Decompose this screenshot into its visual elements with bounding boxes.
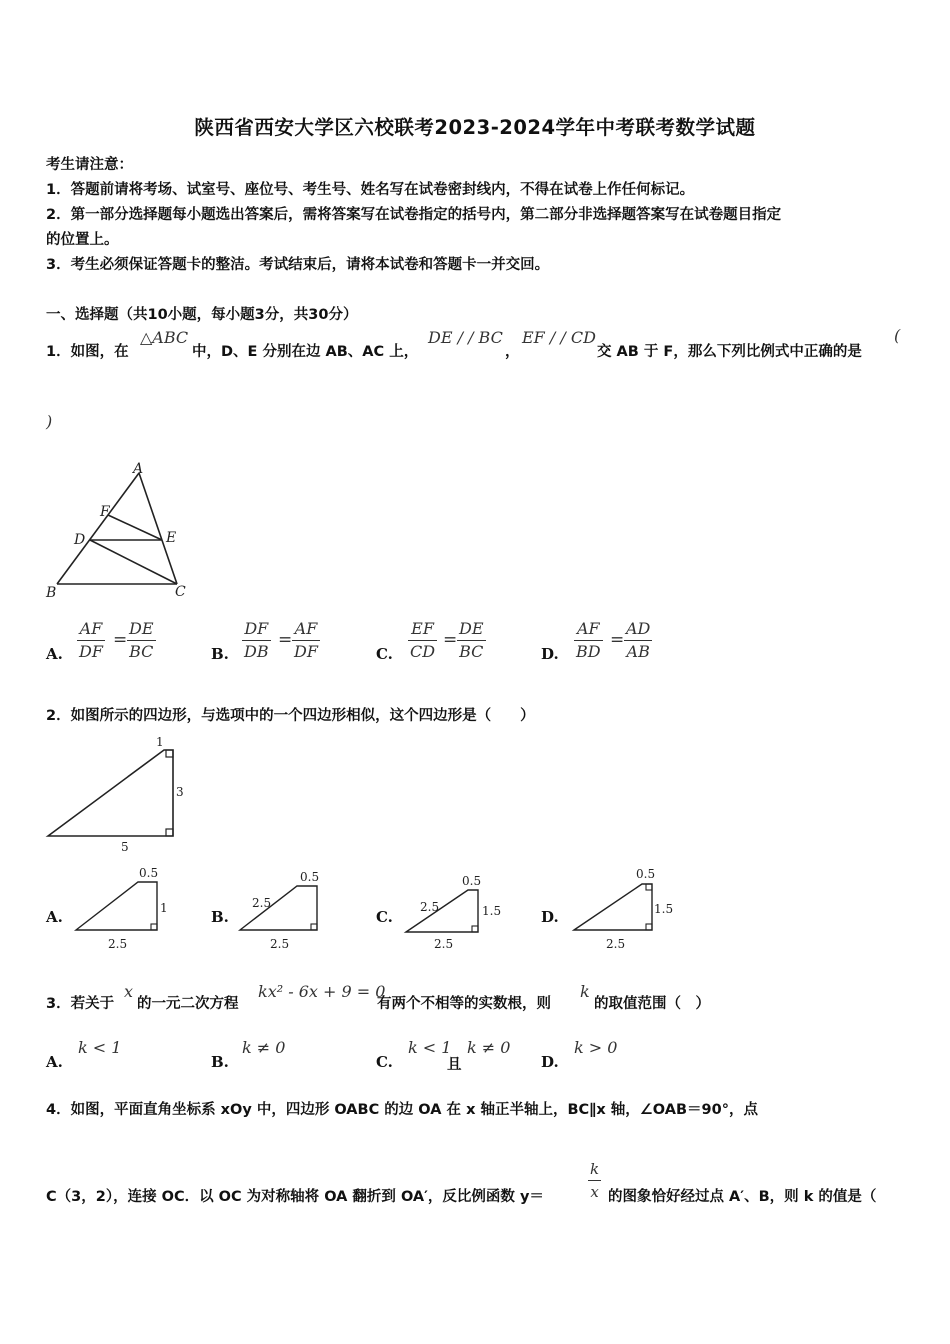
label-f: F <box>100 504 110 520</box>
notice-heading: 考生请注意： <box>46 157 133 173</box>
numerator: DF <box>242 618 271 641</box>
denominator: BC <box>459 642 484 661</box>
denominator: BD <box>576 642 601 661</box>
equals-sign: = <box>278 630 293 650</box>
label-right: 1 <box>160 901 168 915</box>
q3-option-c-text-2: k ≠ 0 <box>467 1038 511 1057</box>
denominator: AB <box>626 642 650 661</box>
numerator: DE <box>457 618 486 641</box>
numerator: AF <box>574 618 603 641</box>
q3-option-d-label: D. <box>541 1053 559 1071</box>
label-right: 1.5 <box>654 902 674 916</box>
q3-option-b-text: k ≠ 0 <box>242 1038 286 1057</box>
numerator: AF <box>77 618 105 641</box>
quadrilateral-shape <box>48 750 173 836</box>
q3-option-c-text: k < 1 <box>408 1038 452 1057</box>
equals-sign: = <box>113 630 128 650</box>
section-heading: 一、选择题（共10小题，每小题3分，共30分） <box>46 307 358 323</box>
q1-condition-2: EF / / CD <box>522 328 596 347</box>
segment-ab <box>57 473 139 584</box>
right-angle-mark <box>646 884 652 890</box>
q4-fraction <box>588 1158 601 1203</box>
label-slant: 2.5 <box>420 900 440 914</box>
option-shape <box>68 862 178 952</box>
label-top: 0.5 <box>139 866 159 880</box>
fraction <box>242 618 271 663</box>
fraction <box>77 618 105 663</box>
q1-option-d-label: D. <box>541 645 559 663</box>
equals-sign: = <box>443 630 458 650</box>
q1-option-b-label: B. <box>211 645 229 663</box>
q1-comma: ， <box>505 344 520 360</box>
denominator: DF <box>294 642 318 661</box>
q3-option-c-joiner: 且 <box>447 1057 462 1073</box>
fraction <box>574 618 603 663</box>
q3-variable-k: k <box>580 982 590 1001</box>
label-bottom: 2.5 <box>270 937 290 951</box>
label-bottom: 2.5 <box>434 937 454 951</box>
q2-main-quadrilateral <box>40 730 200 855</box>
denominator: x <box>590 1183 599 1201</box>
q4-line-2-suffix: 的图象恰好经过点 A′、B，则 k 的值是（ <box>608 1189 877 1205</box>
label-c: C <box>175 584 186 600</box>
q3-mid-text-2: 有两个不相等的实数根，则 <box>377 996 551 1012</box>
q1-option-c-label: C. <box>376 645 393 663</box>
q3-option-a-label: A. <box>46 1053 63 1071</box>
label-bottom: 2.5 <box>606 937 626 951</box>
notice-item-2-line-2: 的位置上。 <box>46 232 119 248</box>
q1-option-a-label: A. <box>46 645 63 663</box>
notice-item-3: 3．考生必须保证答题卡的整洁。考试结束后，请将本试卷和答题卡一并交回。 <box>46 257 550 273</box>
label-bottom: 2.5 <box>108 937 128 951</box>
q2-text: 2．如图所示的四边形，与选项中的一个四边形相似，这个四边形是（ ） <box>46 708 535 724</box>
right-angle-mark <box>166 829 173 836</box>
q2-option-c-label: C. <box>376 908 393 926</box>
q3-prefix: 3．若关于 <box>46 996 115 1012</box>
fraction <box>624 618 652 663</box>
label-right: 1.5 <box>482 904 502 918</box>
label-top: 0.5 <box>300 870 320 884</box>
fraction <box>457 618 486 663</box>
option-shape <box>232 862 342 952</box>
page-title: 陕西省西安大学区六校联考2023-2024学年中考联考数学试题 <box>194 116 756 139</box>
numerator: k <box>588 1158 601 1181</box>
option-shape <box>566 862 676 952</box>
q3-option-a-text: k < 1 <box>78 1038 122 1057</box>
numerator: AF <box>292 618 320 641</box>
q2-option-b-label: B. <box>211 908 229 926</box>
q3-option-b-label: B. <box>211 1053 229 1071</box>
q3-equation: kx² - 6x + 9 = 0 <box>258 982 386 1001</box>
numerator: AD <box>624 618 652 641</box>
q2-option-a-label: A. <box>46 908 63 926</box>
label-right: 3 <box>176 785 184 799</box>
q3-variable-x: x <box>124 982 134 1001</box>
right-angle-mark <box>166 750 173 757</box>
label-d: D <box>74 532 86 548</box>
label-a: A <box>133 461 144 477</box>
denominator: BC <box>129 642 154 661</box>
q1-triangle-symbol: △ABC <box>140 328 189 347</box>
label-top: 1 <box>156 735 164 749</box>
notice-item-2-line-1: 2．第一部分选择题每小题选出答案后，需将答案写在试卷指定的括号内，第二部分非选择题答案写在试卷题目指定 <box>46 207 782 223</box>
notice-item-1: 1．答题前请将考场、试室号、座位号、考生号、姓名写在试卷密封线内，不得在试卷上作任何标记。 <box>46 182 695 198</box>
q3-mid-text-1: 的一元二次方程 <box>137 996 239 1012</box>
right-angle-mark <box>311 924 317 930</box>
q1-mid-text: 中，D、E 分别在边 AB、AC 上， <box>192 344 419 360</box>
q4-line-2-prefix: C（3，2），连接 OC．以 OC 为对称轴将 OA 翻折到 OA′，反比例函数 y＝ <box>46 1189 544 1205</box>
denominator: CD <box>410 642 436 661</box>
denominator: DB <box>244 642 269 661</box>
q3-suffix: 的取值范围（ ） <box>594 996 710 1012</box>
q3-option-c-label: C. <box>376 1053 393 1071</box>
label-top: 0.5 <box>462 874 482 888</box>
numerator: EF <box>408 618 437 641</box>
q1-triangle-figure <box>40 460 200 605</box>
q3-option-d-text: k > 0 <box>574 1038 618 1057</box>
label-b: B <box>46 585 57 601</box>
q1-suffix: 交 AB 于 F，那么下列比例式中正确的是 <box>597 344 862 360</box>
denominator: DF <box>79 642 103 661</box>
label-top: 0.5 <box>636 867 656 881</box>
q1-open-paren: ( <box>894 326 901 345</box>
numerator: DE <box>127 618 156 641</box>
option-shape <box>398 866 508 952</box>
q2-option-d-label: D. <box>541 908 559 926</box>
label-e: E <box>166 530 177 546</box>
fraction <box>408 618 437 663</box>
fraction <box>292 618 320 663</box>
label-bottom: 5 <box>121 840 129 854</box>
right-angle-mark <box>472 926 478 932</box>
q1-prefix: 1．如图，在 <box>46 344 129 360</box>
q1-close-paren: ) <box>46 412 53 431</box>
q1-condition-1: DE / / BC <box>428 328 503 347</box>
label-slant: 2.5 <box>252 896 272 910</box>
right-angle-mark <box>646 924 652 930</box>
right-angle-mark <box>151 924 157 930</box>
equals-sign: = <box>610 630 625 650</box>
fraction <box>127 618 156 663</box>
q4-line-1: 4．如图，平面直角坐标系 xOy 中，四边形 OABC 的边 OA 在 x 轴正半轴上，BC∥x 轴，∠OAB＝90°，点 <box>46 1102 758 1118</box>
